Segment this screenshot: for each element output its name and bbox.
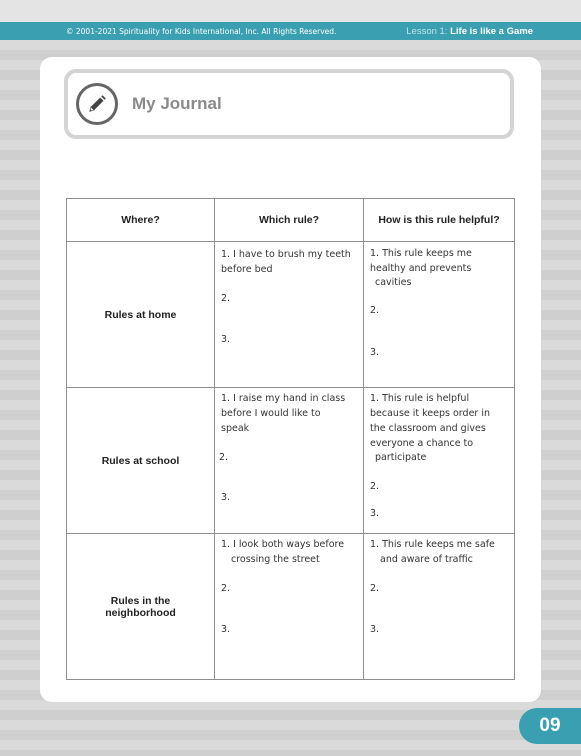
rule-line: 2. [221,583,231,594]
row-label-school: Rules at school [67,388,215,534]
journal-title: My Journal [132,94,222,113]
header-how-helpful: How is this rule helpful? [364,199,515,242]
journal-header [64,69,514,139]
help-line: 2. [370,583,380,594]
help-line: 1. This rule keeps me [370,248,472,259]
rules-table [66,198,515,680]
rule-cell-neighborhood [215,534,364,680]
help-line: 2. [370,305,380,316]
help-line: cavities [375,277,412,288]
help-cell-neighborhood [364,534,515,680]
row-label-home: Rules at home [67,242,215,388]
table-row [67,534,515,680]
header-where: Where? [67,199,215,242]
rule-line: speak [221,423,250,434]
lesson-prefix: Lesson 1: [406,25,448,37]
page-number-tab: 09 [519,708,581,744]
rule-line: 1. I have to brush my teeth [221,249,351,260]
help-line: 1. This rule keeps me safe [370,539,495,550]
help-cell-home [364,242,515,388]
header-which-rule: Which rule? [215,199,364,242]
help-line: because it keeps order in [370,408,491,419]
rule-line: before bed [221,264,273,275]
rule-line: crossing the street [231,554,320,565]
header-banner [0,22,581,40]
table-row [67,388,515,534]
help-line: 1. This rule is helpful [370,393,470,404]
row-label-neighborhood [67,534,215,680]
rule-line: before I would like to [221,408,321,419]
rule-line: 1. I raise my hand in class [221,393,346,404]
help-line: 2. [370,481,380,492]
rule-cell-home [215,242,364,388]
table-row [67,242,515,388]
help-line: 3. [370,508,380,519]
row-label-line: Rules in the [110,594,171,607]
rule-line: 3. [221,624,231,635]
help-line: participate [375,452,427,463]
copyright-text: © 2001-2021 Spirituality for Kids International, Inc. All Rights Reserved. [66,26,337,36]
help-line: everyone a chance to [370,438,474,449]
pencil-icon [76,83,118,125]
table-header-row [67,199,515,242]
help-line: the classroom and gives [370,423,486,434]
lesson-title: Life is like a Game [450,25,533,37]
rule-line: 3. [221,334,231,345]
rule-line: 2. [221,293,231,304]
top-strip [0,0,581,22]
row-label-line: neighborhood [105,606,176,619]
help-line: 3. [370,347,380,358]
help-line: healthy and prevents [370,263,472,274]
rule-line: 1. I look both ways before [221,539,345,550]
help-line: 3. [370,624,380,635]
lesson-label [406,26,533,37]
rule-line: 3. [221,492,231,503]
help-line: and aware of traffic [380,554,473,565]
rule-line: 2. [219,452,229,463]
help-cell-school [364,388,515,534]
rule-cell-school [215,388,364,534]
